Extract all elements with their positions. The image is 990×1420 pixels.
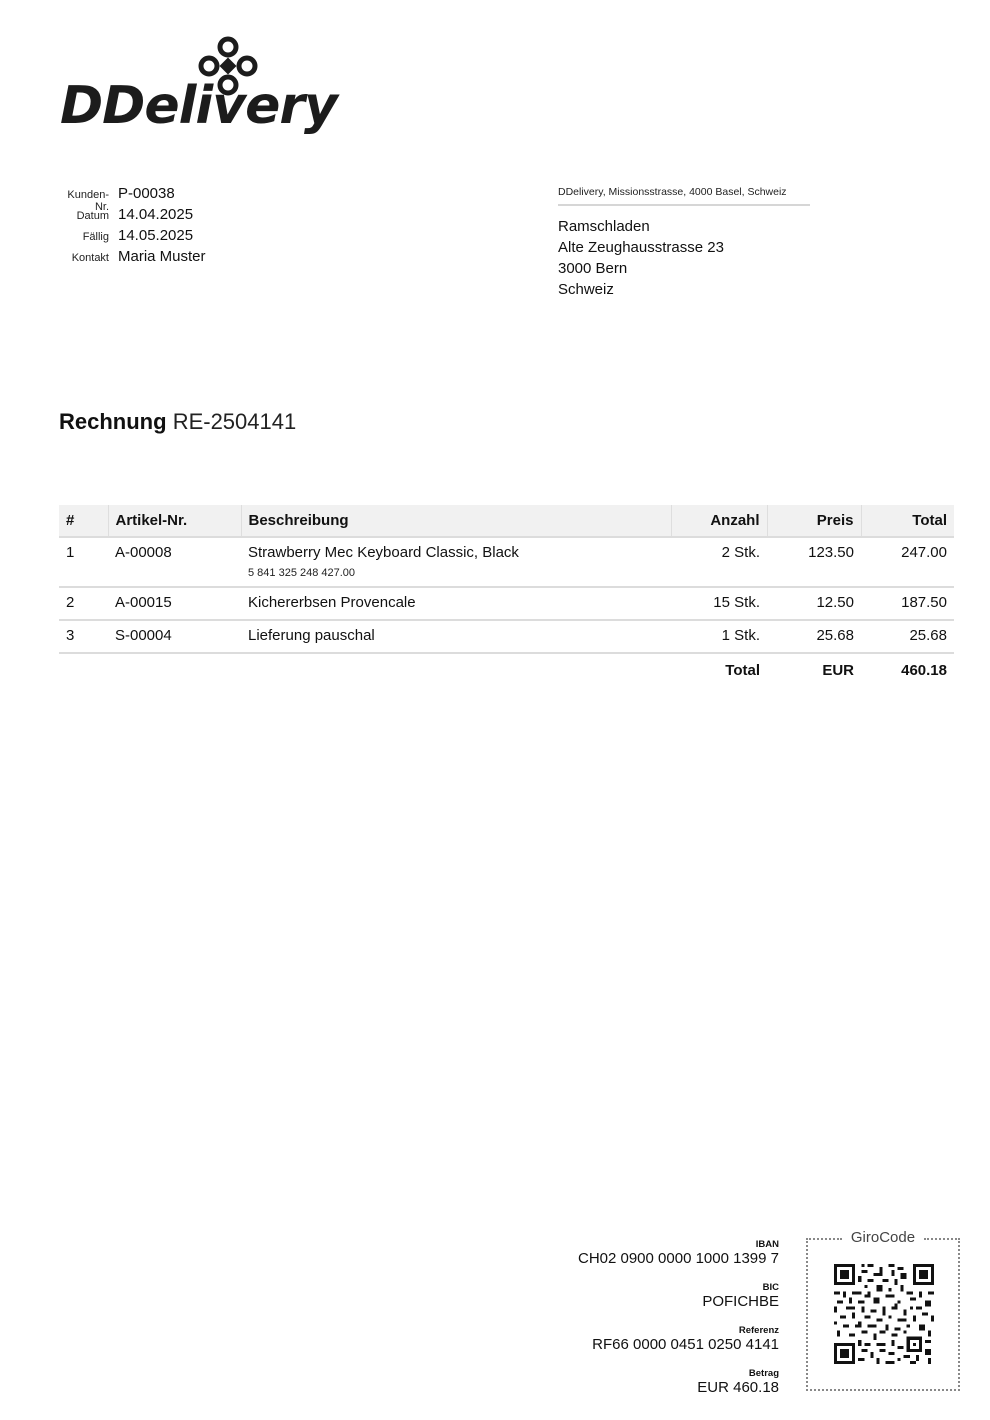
bic-label: BIC — [762, 1282, 779, 1293]
qr-code-icon — [834, 1264, 934, 1364]
cell-quantity: 1 Stk. — [671, 620, 767, 653]
meta-date — [56, 206, 206, 227]
invoice-meta — [56, 185, 206, 269]
girocode-box — [806, 1229, 960, 1391]
meta-value: 14.04.2025 — [118, 206, 194, 223]
invoice-title — [59, 409, 296, 435]
description-sub: 5 841 325 248 427.00 — [248, 567, 356, 579]
iban-value: CH02 0900 0000 1000 1399 7 — [577, 1250, 779, 1267]
meta-label: Kunden-Nr. — [67, 189, 109, 213]
table-total-row — [59, 653, 954, 686]
total-label: Total — [725, 662, 760, 679]
cell-description: Kichererbsen Provencale — [241, 587, 671, 620]
table-row — [59, 620, 954, 653]
cell-article: A-00015 — [108, 587, 241, 620]
bic-value: POFICHBE — [702, 1293, 779, 1310]
cell-price: 123.50 — [767, 537, 861, 587]
total-currency: EUR — [822, 662, 854, 679]
cell-article: A-00008 — [108, 537, 241, 587]
cell-pos: 2 — [59, 587, 108, 620]
cell-pos: 1 — [59, 537, 108, 587]
recipient-address — [558, 216, 724, 300]
amount-value: EUR 460.18 — [697, 1379, 779, 1396]
sender-address-line: DDelivery, Missionsstrasse, 4000 Basel, Schweiz — [558, 186, 810, 206]
payment-details — [570, 1240, 779, 1412]
cell-description: Lieferung pauschal — [241, 620, 671, 653]
meta-label: Kontakt — [71, 252, 109, 264]
header-article: Artikel-Nr. — [108, 505, 241, 537]
iban-label: IBAN — [755, 1239, 779, 1250]
cell-quantity: 2 Stk. — [671, 537, 767, 587]
table-row — [59, 537, 954, 587]
reference-value: RF66 0000 0451 0250 4141 — [592, 1336, 779, 1353]
meta-label: Fällig — [82, 231, 109, 243]
cell-article: S-00004 — [108, 620, 241, 653]
table-row — [59, 587, 954, 620]
line-items-table — [59, 505, 954, 686]
amount-label: Betrag — [748, 1368, 779, 1379]
header-pos: # — [59, 505, 108, 537]
description-text: Strawberry Mec Keyboard Classic, Black — [248, 544, 519, 561]
header-total: Total — [861, 505, 954, 537]
meta-label: Datum — [76, 210, 109, 222]
cell-total: 25.68 — [861, 620, 954, 653]
meta-value: Maria Muster — [118, 248, 206, 265]
meta-customer-number — [56, 185, 206, 213]
table-header-row — [59, 505, 954, 537]
cell-pos: 3 — [59, 620, 108, 653]
meta-value: 14.05.2025 — [118, 227, 194, 244]
recipient-country: Schweiz — [558, 281, 614, 298]
cell-total: 187.50 — [861, 587, 954, 620]
recipient-street: Alte Zeughausstrasse 23 — [558, 239, 724, 256]
recipient-name: Ramschladen — [558, 218, 650, 235]
header-price: Preis — [767, 505, 861, 537]
brand-logo — [60, 36, 370, 140]
brand-name: DDelivery — [60, 76, 337, 136]
cell-price: 25.68 — [767, 620, 861, 653]
cell-description — [241, 537, 671, 587]
cell-total: 247.00 — [861, 537, 954, 587]
meta-value: P-00038 — [118, 185, 175, 202]
cell-quantity: 15 Stk. — [671, 587, 767, 620]
total-amount: 460.18 — [901, 662, 947, 679]
invoice-number: RE-2504141 — [172, 409, 297, 434]
reference-label: Referenz — [738, 1325, 779, 1336]
recipient-city: 3000 Bern — [558, 260, 628, 277]
meta-due-date — [56, 227, 206, 248]
header-quantity: Anzahl — [671, 505, 767, 537]
girocode-title: GiroCode — [850, 1229, 916, 1246]
meta-contact — [56, 248, 206, 269]
invoice-label: Rechnung — [59, 409, 167, 434]
cell-price: 12.50 — [767, 587, 861, 620]
header-description: Beschreibung — [241, 505, 671, 537]
